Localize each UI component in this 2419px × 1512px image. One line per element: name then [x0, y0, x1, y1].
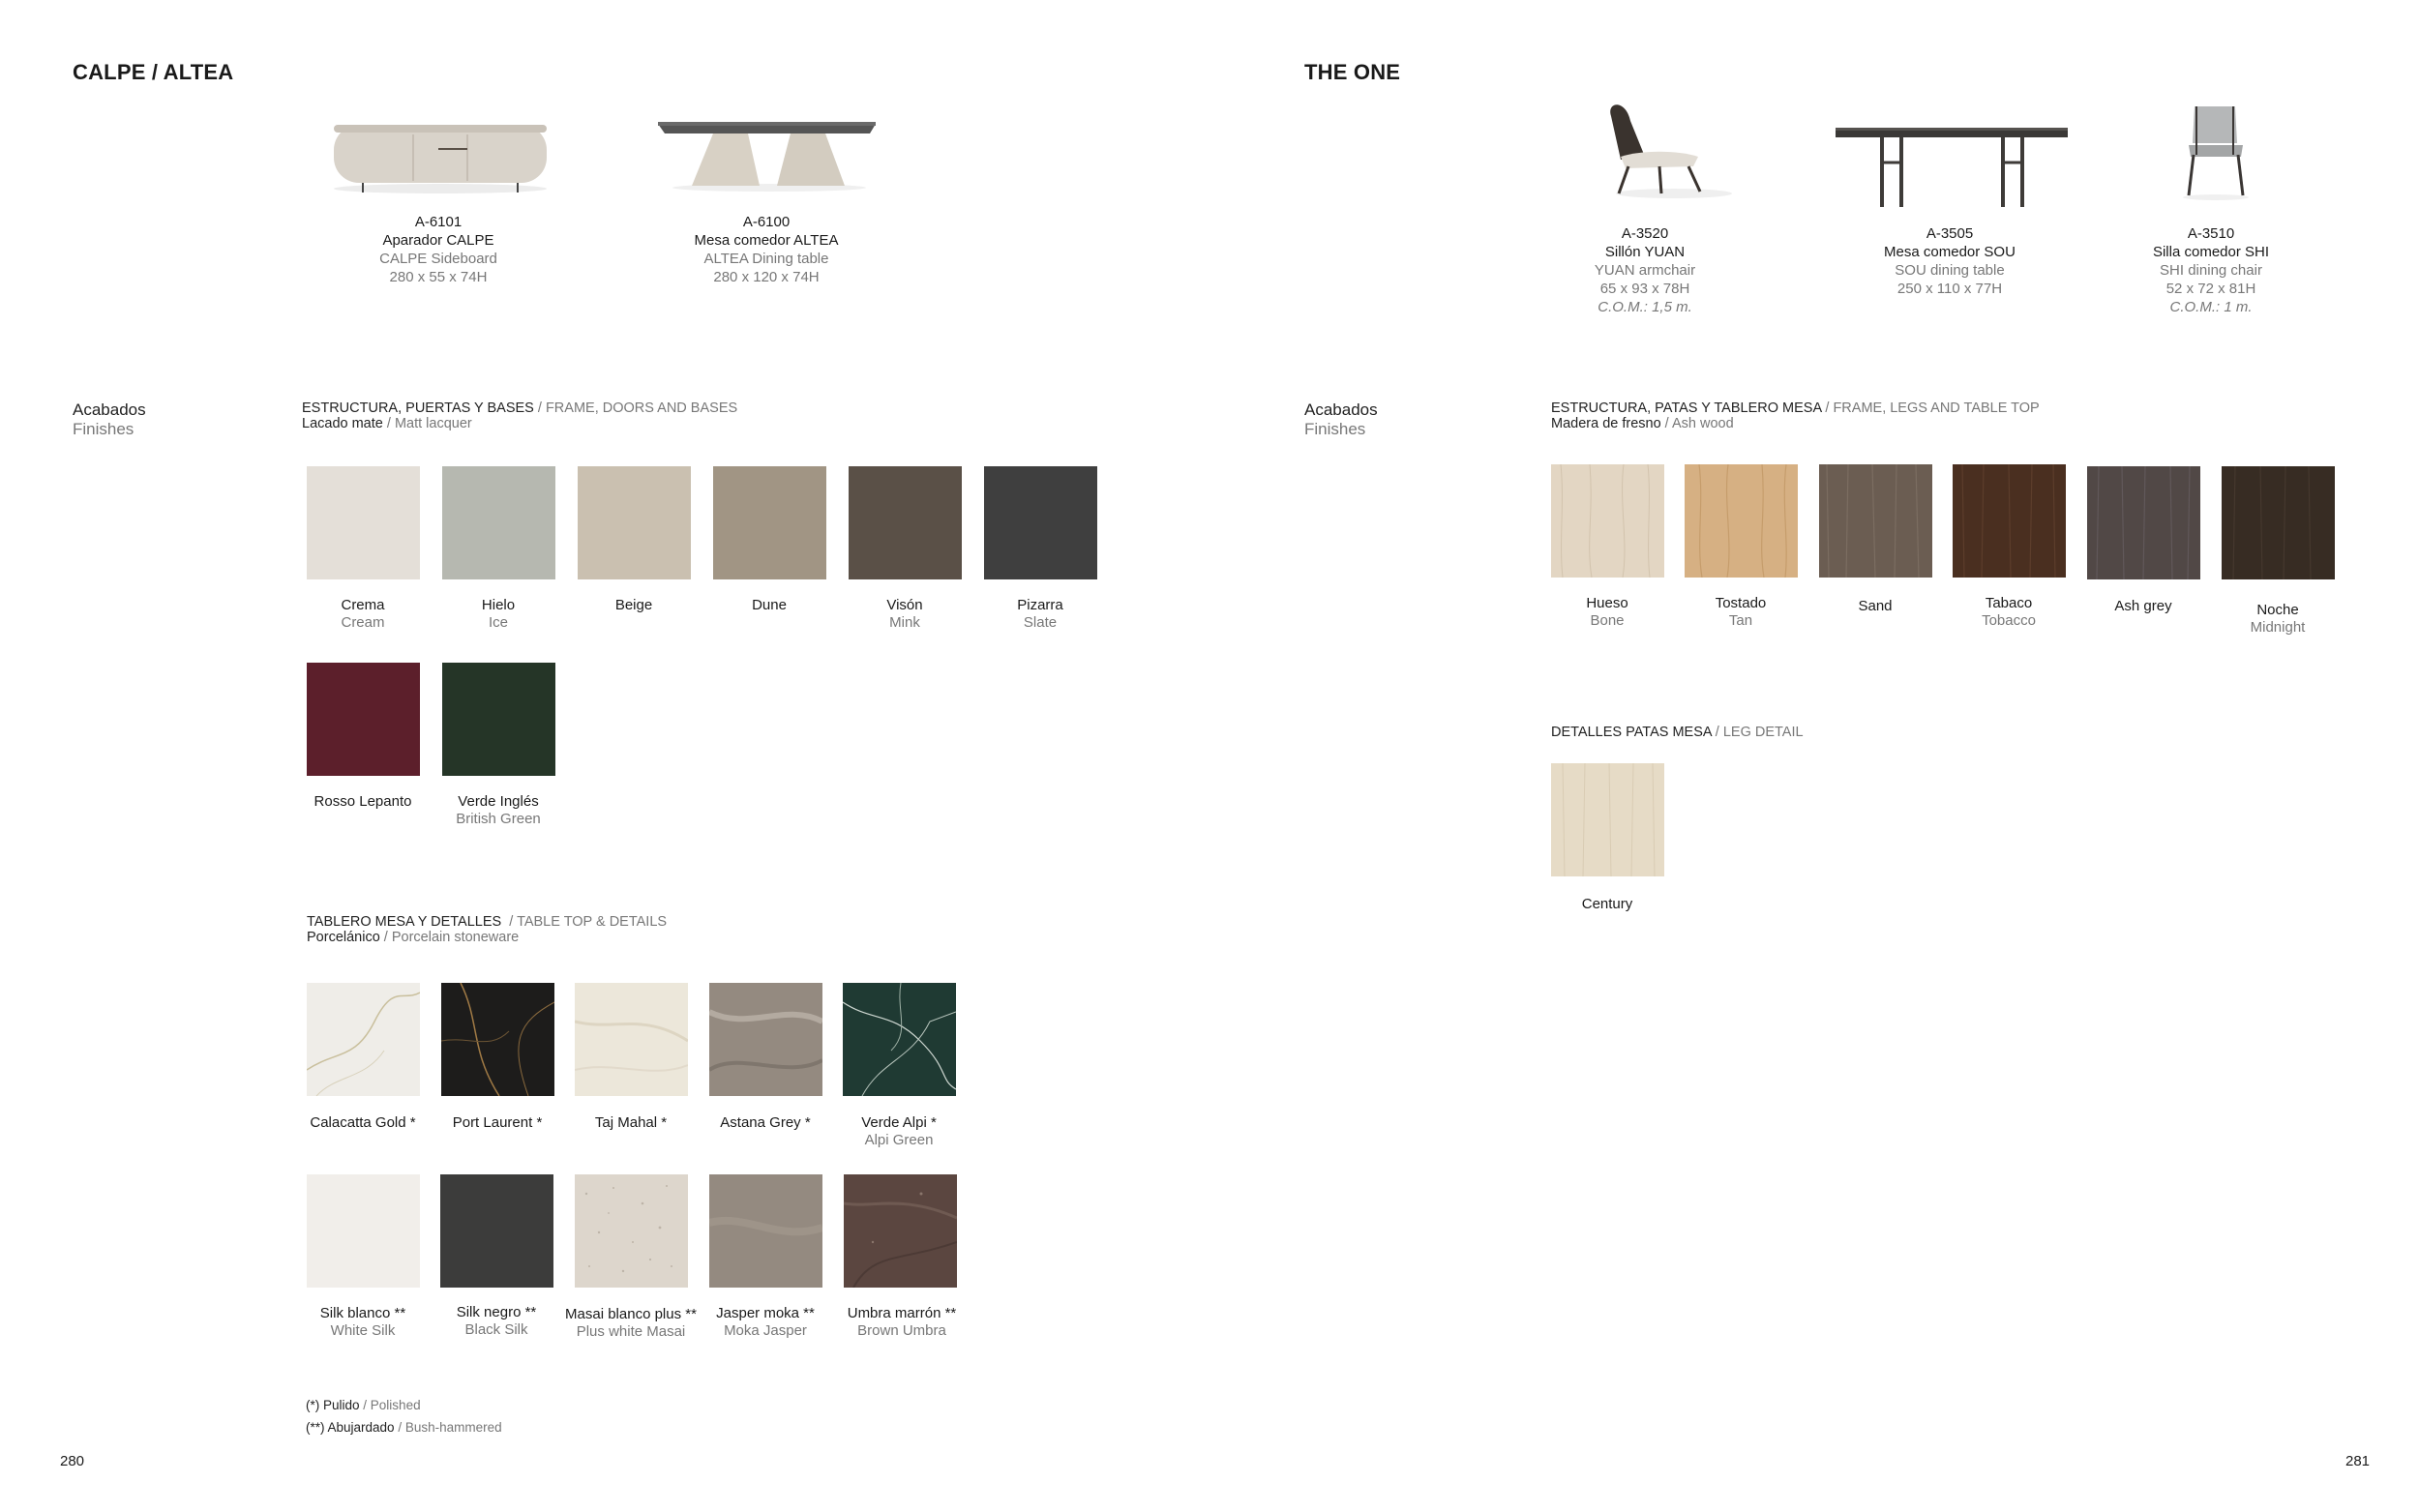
section-title-en: TABLE TOP & DETAILS [517, 914, 668, 930]
altea-table-image [653, 114, 885, 192]
section-title-en: LEG DETAIL [1722, 725, 1804, 740]
product-name-en: CALPE Sideboard [379, 251, 497, 267]
swatch-tostado [1685, 464, 1798, 578]
section-title-es: ESTRUCTURA, PUERTAS Y BASES [302, 400, 534, 416]
product-name-en: YUAN armchair [1594, 262, 1696, 279]
swatch-label: Verde Alpi * Alpi Green [861, 1114, 937, 1148]
section-title-es: ESTRUCTURA, PATAS Y TABLERO MESA [1551, 400, 1822, 416]
product-code: A-6101 [414, 214, 463, 230]
finishes-label-left [73, 400, 146, 439]
product-dimensions: 280 x 55 x 74H [389, 269, 488, 285]
section-title-es: DETALLES PATAS MESA [1551, 725, 1712, 740]
product-name-en: SOU dining table [1895, 262, 2005, 279]
product-a6101 [322, 213, 554, 286]
swatch-umbra-marron [844, 1174, 957, 1288]
swatch-label: Sand [1858, 598, 1893, 614]
swatch-ash-grey [2087, 466, 2200, 579]
calpe-sideboard-image [324, 111, 556, 193]
product-code: A-3520 [1621, 225, 1669, 242]
section-sub-en: Matt lacquer [394, 416, 472, 431]
page-number-left: 280 [60, 1453, 85, 1469]
swatch-masai-blanco-plus [575, 1174, 688, 1288]
product-name-es: Mesa comedor SOU [1884, 244, 2016, 260]
swatch-label: Umbra marrón ** Brown Umbra [847, 1305, 957, 1339]
swatch-label: Silk blanco ** White Silk [319, 1305, 406, 1339]
sou-table-image [1834, 124, 2071, 211]
swatch-label: Astana Grey * [720, 1114, 811, 1131]
swatch-label: Tabaco Tobacco [1982, 595, 2036, 629]
swatch-pizarra [984, 466, 1097, 579]
swatch-label: Crema Cream [341, 597, 385, 631]
product-a3505 [1834, 224, 2066, 298]
product-com: C.O.M.: 1 m. [2169, 299, 2253, 315]
swatch-label: Verde Inglés British Green [456, 793, 541, 827]
swatch-label: Noche Midnight [2250, 602, 2306, 636]
product-dimensions: 52 x 72 x 81H [2165, 281, 2256, 297]
swatch-beige [578, 466, 691, 579]
swatch-label: Pizarra Slate [1017, 597, 1063, 631]
product-name-es: Mesa comedor ALTEA [694, 232, 839, 249]
swatch-label: Masai blanco plus ** Plus white Masai [565, 1306, 697, 1340]
swatch-label: Visón Mink [886, 597, 923, 631]
section-frame-legs-table-top: ESTRUCTURA, PATAS Y TABLERO MESA / FRAME, LEGS AND TABLE TOP Madera de fresno / Ash wood [1551, 400, 2040, 431]
footnote-bush-hammered: (**) Abujardado / Bush-hammered [306, 1420, 502, 1435]
product-code: A-3505 [1926, 225, 1974, 242]
swatch-label: Calacatta Gold * [310, 1114, 416, 1131]
swatch-taj-mahal [575, 983, 688, 1096]
section-sub-es: Madera de fresno [1551, 416, 1661, 431]
swatch-vison [849, 466, 962, 579]
swatch-noche [2222, 466, 2335, 579]
swatch-rosso-lepanto [307, 663, 420, 776]
swatch-crema [307, 466, 420, 579]
section-sub-en: Ash wood [1671, 416, 1734, 431]
swatch-sand [1819, 464, 1932, 578]
swatch-label: Rosso Lepanto [314, 793, 412, 810]
section-sub-es: Porcelánico [307, 930, 380, 945]
swatch-label: Beige [614, 597, 653, 613]
finishes-label-en: Finishes [1304, 420, 1366, 438]
finishes-label-es: Acabados [73, 400, 146, 419]
product-name-es: Sillón YUAN [1604, 244, 1686, 260]
product-a6100 [650, 213, 882, 286]
product-code: A-6100 [742, 214, 791, 230]
footnote-polished: (*) Pulido / Polished [306, 1398, 421, 1412]
swatch-verde-ingles [442, 663, 555, 776]
swatch-label: Ash grey [2114, 598, 2172, 614]
swatch-calacatta-gold [307, 983, 420, 1096]
page-title-right: THE ONE [1304, 60, 1401, 84]
product-dimensions: 280 x 120 x 74H [713, 269, 820, 285]
swatch-port-laurent [441, 983, 554, 1096]
swatch-hueso [1551, 464, 1664, 578]
section-title-es: TABLERO MESA Y DETALLES [307, 914, 502, 930]
swatch-silk-negro [440, 1174, 553, 1288]
swatch-silk-blanco [307, 1174, 420, 1288]
section-leg-detail: DETALLES PATAS MESA / LEG DETAIL [1551, 725, 1804, 740]
swatch-century [1551, 763, 1664, 876]
section-title-en: FRAME, DOORS AND BASES [545, 400, 738, 416]
swatch-jasper-moka [709, 1174, 822, 1288]
swatch-label: Hueso Bone [1586, 595, 1628, 629]
product-name-es: Silla comedor SHI [2152, 244, 2270, 260]
product-a3520 [1529, 224, 1761, 316]
swatch-label: Port Laurent * [452, 1114, 543, 1131]
swatch-label: Tostado Tan [1715, 595, 1767, 629]
swatch-hielo [442, 466, 555, 579]
product-name-en: SHI dining chair [2160, 262, 2262, 279]
product-name-en: ALTEA Dining table [703, 251, 829, 267]
swatch-label: Hielo Ice [481, 597, 516, 631]
product-dimensions: 250 x 110 x 77H [1896, 281, 2003, 297]
swatch-label: Taj Mahal * [594, 1114, 668, 1131]
page-title-left: CALPE / ALTEA [73, 60, 234, 84]
finishes-label-right [1304, 400, 1378, 439]
swatch-dune [713, 466, 826, 579]
product-name-es: Aparador CALPE [382, 232, 494, 249]
product-code: A-3510 [2187, 225, 2235, 242]
swatch-label: Dune [752, 597, 787, 613]
page-number-right: 281 [2345, 1453, 2371, 1469]
section-title-en: FRAME, LEGS AND TABLE TOP [1833, 400, 2040, 416]
product-dimensions: 65 x 93 x 78H [1599, 281, 1690, 297]
swatch-label: Silk negro ** Black Silk [456, 1304, 537, 1338]
swatch-label: Century [1581, 896, 1633, 912]
swatch-verde-alpi [843, 983, 956, 1096]
shi-chair-image [2167, 97, 2264, 203]
section-sub-es: Lacado mate [302, 416, 383, 431]
product-com: C.O.M.: 1,5 m. [1598, 299, 1692, 315]
section-sub-en: Porcelain stoneware [391, 930, 520, 945]
product-a3510 [2095, 224, 2327, 316]
swatch-astana-grey [709, 983, 822, 1096]
swatch-label: Jasper moka ** Moka Jasper [716, 1305, 815, 1339]
finishes-label-en: Finishes [73, 420, 134, 438]
yuan-armchair-image [1592, 97, 1747, 203]
section-frame-doors-bases: ESTRUCTURA, PUERTAS Y BASES / FRAME, DOORS AND BASES Lacado mate / Matt lacquer [302, 400, 738, 431]
section-table-top-details: TABLERO MESA Y DETALLES / TABLE TOP & DETAILS Porcelánico / Porcelain stoneware [307, 914, 668, 945]
swatch-tabaco [1953, 464, 2066, 578]
finishes-label-es: Acabados [1304, 400, 1378, 419]
